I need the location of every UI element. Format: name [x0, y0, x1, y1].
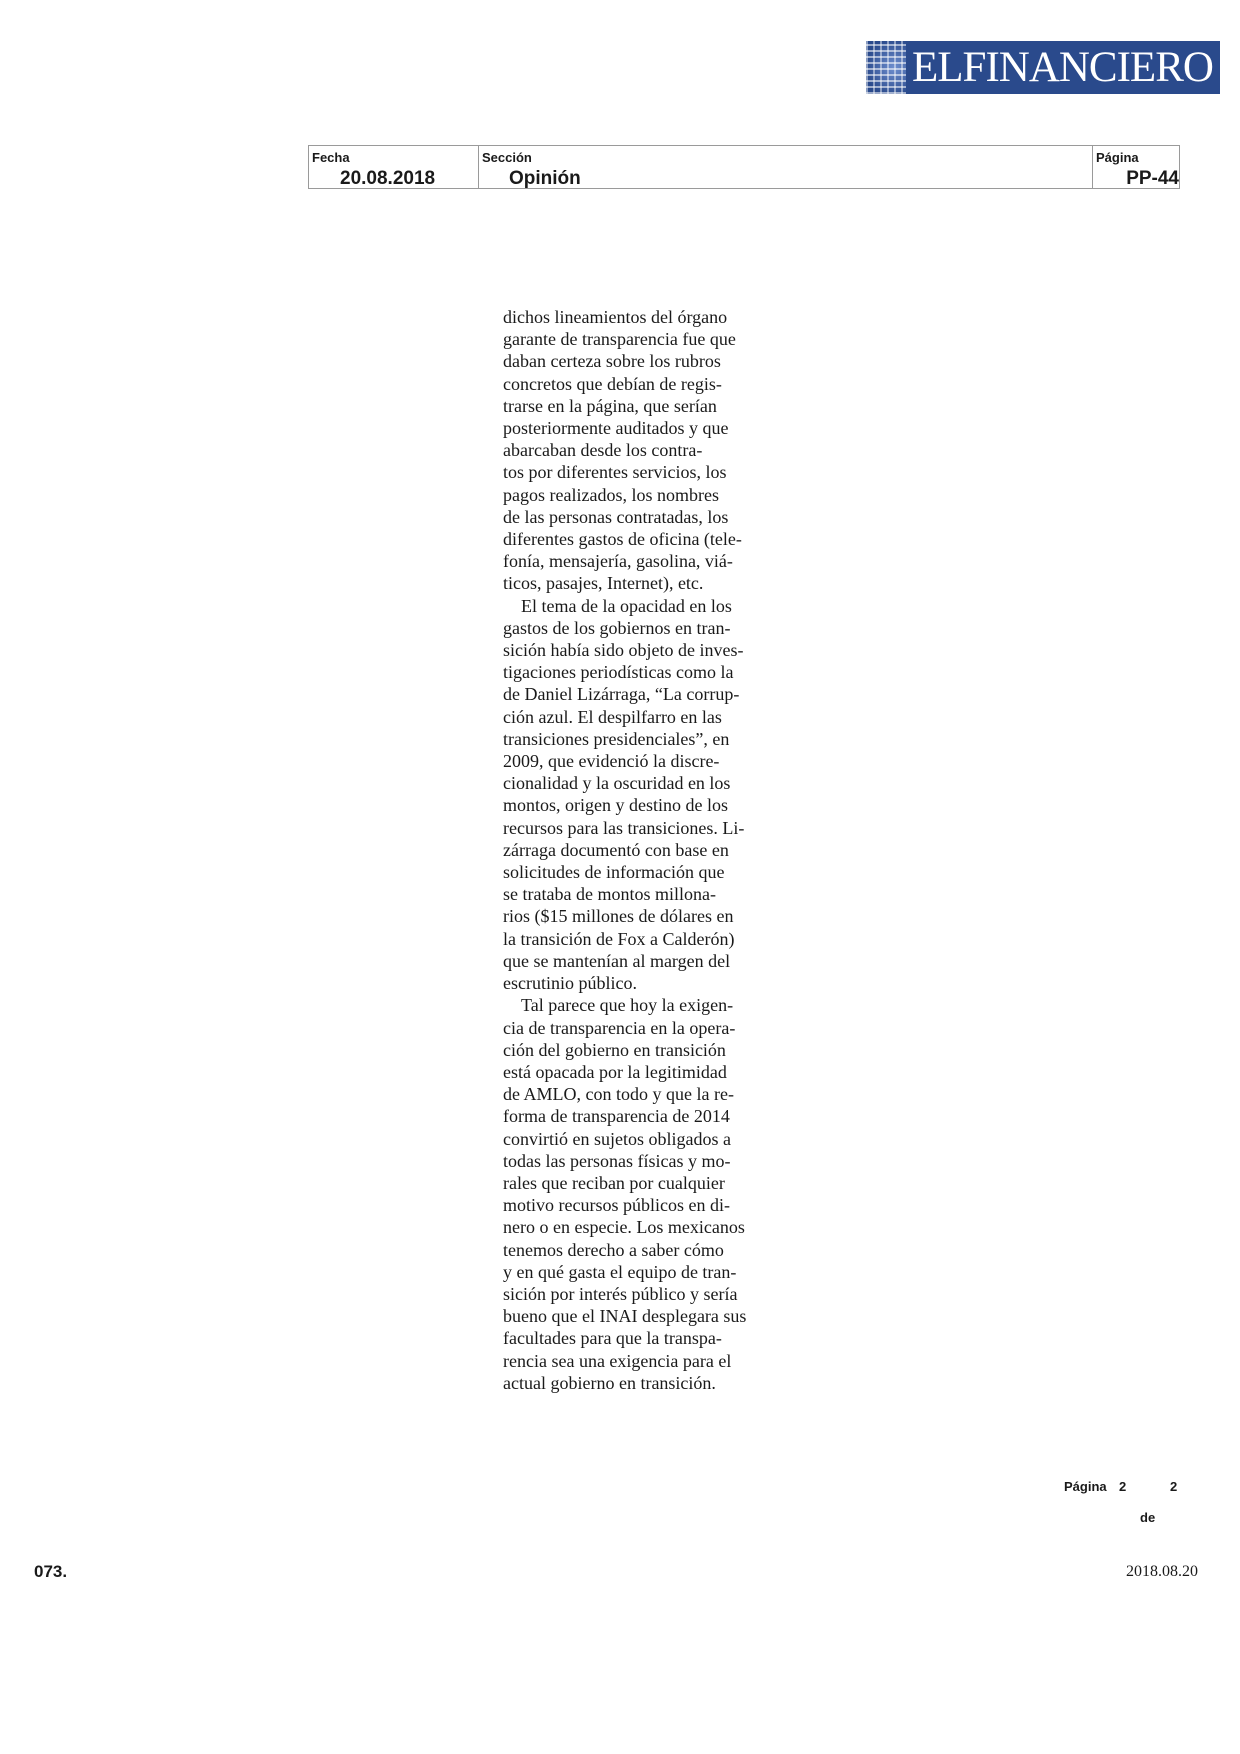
article-line: cia de transparencia en la opera-	[503, 1017, 736, 1038]
article-line: cionalidad y la oscuridad en los	[503, 773, 731, 794]
pagina-cell	[1093, 146, 1179, 188]
metadata-header	[308, 145, 1180, 189]
article-line: de las personas contratadas, los	[503, 506, 729, 527]
article-line: nero o en especie. Los mexicanos	[503, 1217, 745, 1238]
article-line: solicitudes de información que	[503, 862, 725, 883]
article-line: rales que reciban por cualquier	[503, 1172, 725, 1193]
page-counter-de: de	[1140, 1510, 1156, 1525]
article-line: bueno que el INAI desplegara sus	[503, 1306, 747, 1327]
article-line: zárraga documentó con base en	[503, 839, 729, 860]
footer-date: 2018.08.20	[1126, 1563, 1198, 1580]
article-line: actual gobierno en transición.	[503, 1372, 716, 1393]
article-line: rencia sea una exigencia para el	[503, 1350, 732, 1371]
article-line: forma de transparencia de 2014	[503, 1106, 730, 1127]
article-line: ticos, pasajes, Internet), etc.	[503, 573, 704, 594]
fecha-cell	[309, 146, 479, 188]
article-line: motivo recursos públicos en di-	[503, 1195, 730, 1216]
pagina-value: PP-44	[1126, 168, 1179, 189]
article-line: tos por diferentes servicios, los	[503, 462, 727, 483]
article-line: montos, origen y destino de los	[503, 795, 728, 816]
article-line: la transición de Fox a Calderón)	[503, 928, 735, 949]
article-line: rios ($15 millones de dólares en	[503, 906, 734, 927]
article-line: tigaciones periodísticas como la	[503, 662, 734, 683]
article-line: convirtió en sujetos obligados a	[503, 1128, 731, 1149]
page-counter-label: Página	[1064, 1479, 1107, 1494]
seccion-cell	[479, 146, 1093, 188]
el-financiero-logo	[866, 41, 1220, 94]
article-line: posteriormente auditados y que	[503, 418, 729, 439]
article-line: escrutinio público.	[503, 973, 637, 994]
article-line: ción azul. El despilfarro en las	[503, 706, 722, 727]
article-line: recursos para las transiciones. Li-	[503, 817, 745, 838]
fecha-value: 20.08.2018	[340, 168, 436, 189]
article-line: diferentes gastos de oficina (tele-	[503, 529, 742, 550]
article-line: se trataba de montos millona-	[503, 884, 716, 905]
pagina-label: Página	[1096, 150, 1139, 165]
article-line: facultades para que la transpa-	[503, 1328, 722, 1349]
page-counter-current: 2	[1119, 1479, 1127, 1494]
article-line: daban certeza sobre los rubros	[503, 351, 721, 372]
article-line: transiciones presidenciales”, en	[503, 728, 730, 749]
logo-wordmark: ELFINANCIERO	[912, 44, 1213, 91]
page-counter-total: 2	[1170, 1479, 1178, 1494]
article-line: garante de transparencia fue que	[503, 329, 736, 350]
article-line: concretos que debían de regis-	[503, 373, 722, 394]
article-line: ción del gobierno en transición	[503, 1039, 726, 1060]
article-line: Tal parece que hoy la exigen-	[521, 995, 734, 1016]
article-line: y en qué gasta el equipo de tran-	[503, 1261, 737, 1282]
article-line: sición había sido objeto de inves-	[503, 640, 744, 661]
article-line: El tema de la opacidad en los	[521, 595, 732, 616]
article-line: que se mantenían al margen del	[503, 950, 731, 971]
article-line: fonía, mensajería, gasolina, viá-	[503, 551, 733, 572]
article-line: está opacada por la legitimidad	[503, 1061, 727, 1082]
seccion-label: Sección	[482, 150, 532, 165]
fecha-label: Fecha	[312, 150, 350, 165]
article-line: de AMLO, con todo y que la re-	[503, 1084, 734, 1105]
article-line: trarse en la página, que serían	[503, 395, 717, 416]
seccion-value: Opinión	[509, 168, 581, 189]
globe-icon	[866, 41, 906, 94]
article-line: de Daniel Lizárraga, “La corrup-	[503, 684, 740, 705]
article-line: pagos realizados, los nombres	[503, 484, 719, 505]
article-line: abarcaban desde los contra-	[503, 440, 703, 461]
article-line: gastos de los gobiernos en tran-	[503, 617, 731, 638]
article-line: 2009, que evidenció la discre-	[503, 751, 720, 772]
article-line: sición por interés público y sería	[503, 1283, 738, 1304]
article-line: tenemos derecho a saber cómo	[503, 1239, 724, 1260]
footer-code: 073.	[34, 1562, 68, 1581]
article-line: todas las personas físicas y mo-	[503, 1150, 731, 1171]
article-line: dichos lineamientos del órgano	[503, 307, 728, 327]
article-column	[503, 306, 793, 1394]
